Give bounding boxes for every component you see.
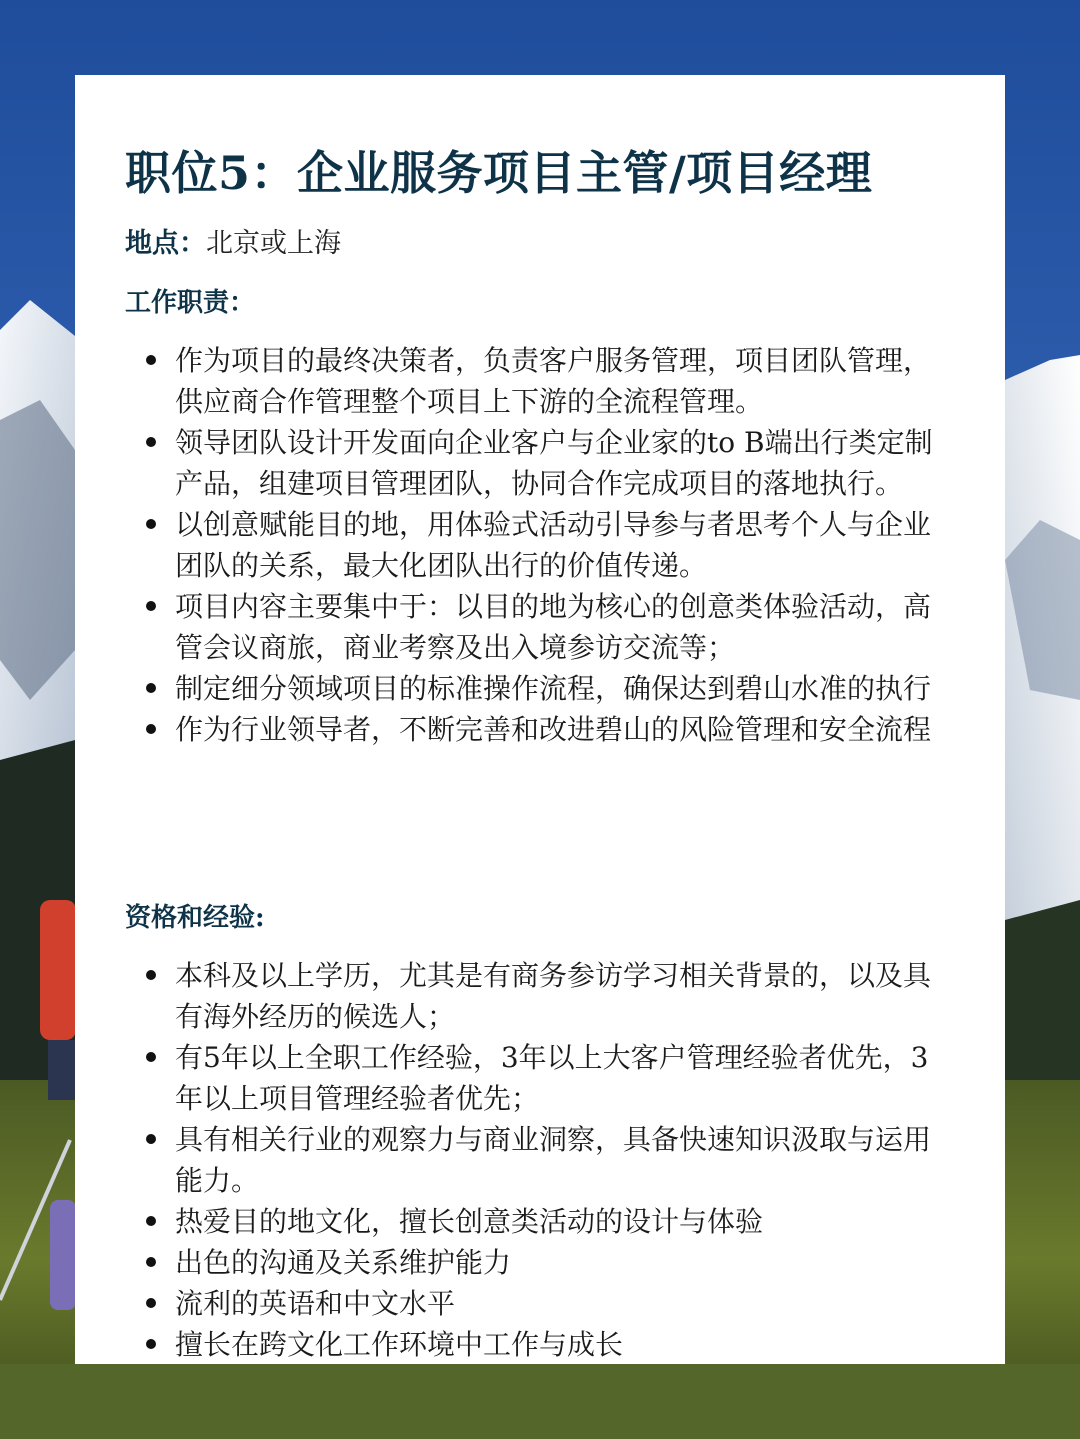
- list-item-text: 本科及以上学历，尤其是有商务参访学习相关背景的，以及具有海外经历的候选人；: [175, 959, 932, 1033]
- list-item: [125, 668, 955, 709]
- list-item: [125, 709, 955, 750]
- bullet-icon: [146, 1134, 156, 1144]
- list-item: [125, 1201, 955, 1242]
- location-label: 地点：: [125, 228, 206, 259]
- list-item-text: 流利的英语和中文水平: [175, 1287, 456, 1320]
- bullet-icon: [146, 1298, 156, 1308]
- bullet-icon: [146, 1257, 156, 1267]
- list-item-text: 制定细分领域项目的标准操作流程，确保达到碧山水准的执行: [175, 672, 932, 705]
- bullet-icon: [146, 519, 156, 529]
- bullet-icon: [146, 437, 156, 447]
- bullet-icon: [146, 601, 156, 611]
- list-item-text: 有5年以上全职工作经验，3年以上大客户管理经验者优先，3年以上项目管理经验者优先；: [175, 1041, 929, 1115]
- list-item-text: 作为项目的最终决策者，负责客户服务管理，项目团队管理，供应商合作管理整个项目上下游的全流程管理。: [175, 344, 932, 418]
- list-item: [125, 1283, 955, 1324]
- bullet-icon: [146, 1339, 156, 1349]
- location-value: 北京或上海: [206, 228, 341, 259]
- job-posting-card: [75, 75, 1005, 1364]
- location-line: [125, 221, 341, 260]
- qualifications-heading: 资格和经验:: [125, 903, 265, 933]
- list-item: [125, 955, 955, 1037]
- list-item: [125, 1324, 955, 1364]
- duties-heading: 工作职责：: [125, 288, 256, 318]
- list-item: [125, 422, 955, 504]
- duties-list: [125, 340, 955, 750]
- bullet-icon: [146, 1052, 156, 1062]
- list-item-text: 出色的沟通及关系维护能力: [175, 1246, 512, 1279]
- list-item: [125, 340, 955, 422]
- bullet-icon: [146, 683, 156, 693]
- page-title: 职位5：企业服务项目主管/项目经理: [125, 146, 873, 200]
- list-item: [125, 586, 955, 668]
- list-item-text: 领导团队设计开发面向企业客户与企业家的to B端出行类定制产品，组建项目管理团队，协同合作完成项目的落地执行。: [175, 426, 933, 500]
- list-item-text: 作为行业领导者，不断完善和改进碧山的风险管理和安全流程: [175, 713, 932, 746]
- list-item: [125, 1242, 955, 1283]
- list-item-text: 擅长在跨文化工作环境中工作与成长: [175, 1328, 624, 1361]
- bullet-icon: [146, 724, 156, 734]
- list-item-text: 热爱目的地文化，擅长创意类活动的设计与体验: [175, 1205, 764, 1238]
- list-item-text: 项目内容主要集中于：以目的地为核心的创意类体验活动，高管会议商旅，商业考察及出入境参访交流等；: [175, 590, 932, 664]
- bullet-icon: [146, 355, 156, 365]
- list-item-text: 具有相关行业的观察力与商业洞察，具备快速知识汲取与运用能力。: [175, 1123, 932, 1197]
- qualifications-list: [125, 955, 955, 1364]
- bullet-icon: [146, 970, 156, 980]
- list-item-text: 以创意赋能目的地，用体验式活动引导参与者思考个人与企业团队的关系，最大化团队出行的价值传递。: [175, 508, 932, 582]
- bullet-icon: [146, 1216, 156, 1226]
- list-item: [125, 1119, 955, 1201]
- list-item: [125, 1037, 955, 1119]
- list-item: [125, 504, 955, 586]
